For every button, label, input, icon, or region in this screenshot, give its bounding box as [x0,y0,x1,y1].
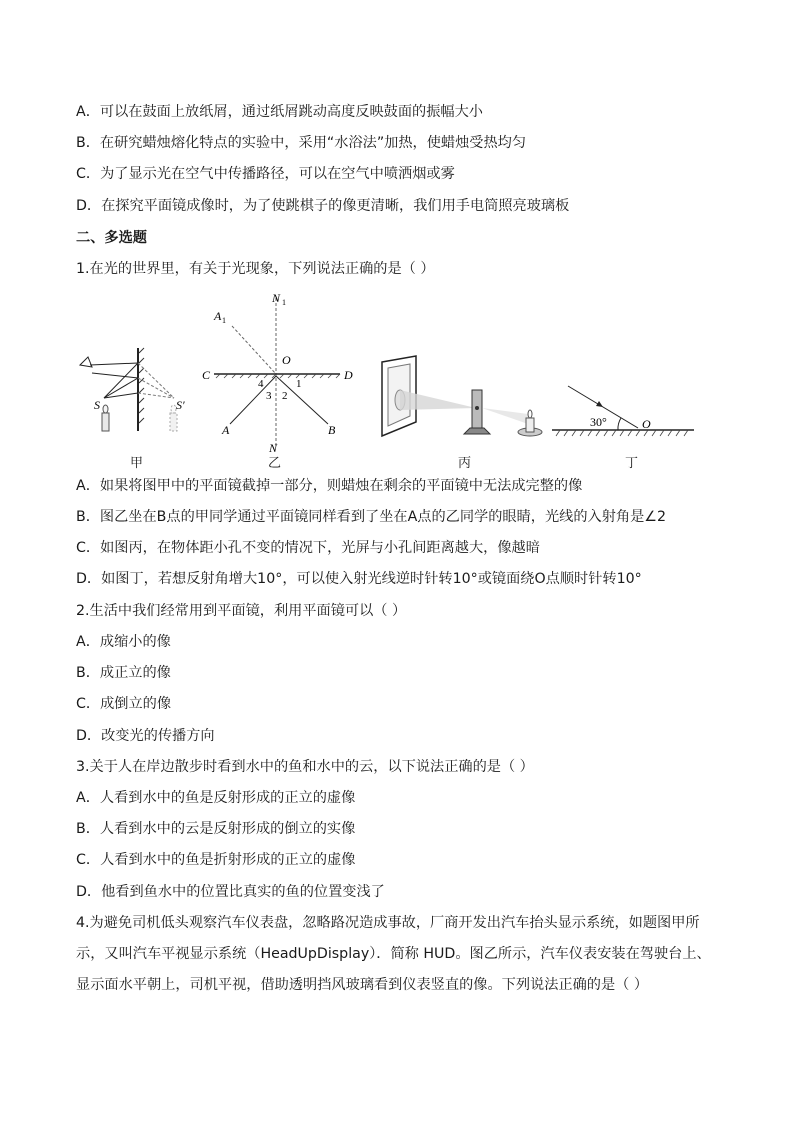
q2-option-a: A．成缩小的像 [76,634,171,650]
caption-jia: 甲 [130,456,144,471]
label-30-degrees: 30° [590,415,607,429]
prev-option-c: C．为了显示光在空气中传播路径，可以在空气中喷洒烟或雾 [76,166,455,182]
label-angle-2: 2 [282,390,288,402]
label-n1: N [272,291,281,305]
label-s: S [94,398,100,412]
q3-option-c: C．人看到水中的鱼是折射形成的正立的虚像 [76,852,356,868]
prev-option-d: D．在探究平面镜成像时，为了使跳棋子的像更清晰，我们用手电筒照亮玻璃板 [76,198,570,214]
label-o: O [282,353,291,367]
label-c: C [202,368,211,382]
q1-option-d: D．如图丁，若想反射角增大10°，可以使入射光线逆时针转10°或镜面绕O点顺时针转10° [76,571,642,587]
q3-option-b: B．人看到水中的云是反射形成的倒立的实像 [76,821,356,837]
q2-option-c: C．成倒立的像 [76,696,172,712]
label-angle-4: 4 [258,378,264,390]
label-angle-1: 1 [296,378,302,390]
label-a1: A [214,309,222,323]
label-a: A [222,423,230,437]
label-o-ding: O [642,417,651,431]
label-b: B [328,423,336,437]
q1-option-b: B．图乙坐在B点的甲同学通过平面镜同样看到了坐在A点的乙同学的眼睛，光线的入射角是∠2 [76,509,667,525]
label-n: N [269,441,278,455]
q3-stem: 3.关于人在岸边散步时看到水中的鱼和水中的云，以下说法正确的是（ ） [76,759,534,775]
prev-option-a: A．可以在鼓面上放纸屑，通过纸屑跳动高度反映鼓面的振幅大小 [76,104,483,120]
caption-yi: 乙 [268,456,282,471]
figure-ding [548,378,698,448]
label-a1-sub: 1 [222,316,226,325]
q2-option-b: B．成正立的像 [76,665,171,681]
prev-option-b: B．在研究蜡烛熔化特点的实验中，采用“水浴法”加热，使蜡烛受热均匀 [76,135,527,151]
q4-stem-line-2: 示，又叫汽车平视显示系统（HeadUpDisplay）．简称 HUD。图乙所示，汽车仪表安装在驾驶台上、 [76,946,711,962]
figure-jia [76,343,196,453]
q1-option-a: A．如果将图甲中的平面镜截掉一部分，则蜡烛在剩余的平面镜中无法成完整的像 [76,478,583,494]
q2-stem: 2.生活中我们经常用到平面镜，利用平面镜可以（ ） [76,603,407,619]
label-s-prime: S′ [176,398,185,412]
section-title: 二、多选题 [76,230,147,246]
figure-yi [200,286,360,466]
q4-stem-line-3: 显示面水平朝上，司机平视，借助透明挡风玻璃看到仪表竖直的像。下列说法正确的是（ ） [76,977,649,993]
figure-bing [378,352,558,447]
label-d: D [344,368,353,382]
label-angle-3: 3 [266,390,272,402]
q1-option-c: C．如图丙，在物体距小孔不变的情况下，光屏与小孔间距离越大，像越暗 [76,540,540,556]
caption-ding: 丁 [625,456,639,471]
caption-bing: 丙 [458,456,472,471]
q1-stem: 1.在光的世界里，有关于光现象，下列说法正确的是（ ） [76,261,435,277]
q4-stem-line-1: 4.为避免司机低头观察汽车仪表盘，忽略路况造成事故，厂商开发出汽车抬头显示系统，如题图甲所 [76,915,700,931]
q3-option-a: A．人看到水中的鱼是反射形成的正立的虚像 [76,790,356,806]
label-n1-sub: 1 [282,298,286,307]
q2-option-d: D．改变光的传播方向 [76,728,215,744]
q3-option-d: D．他看到鱼水中的位置比真实的鱼的位置变浅了 [76,884,385,900]
